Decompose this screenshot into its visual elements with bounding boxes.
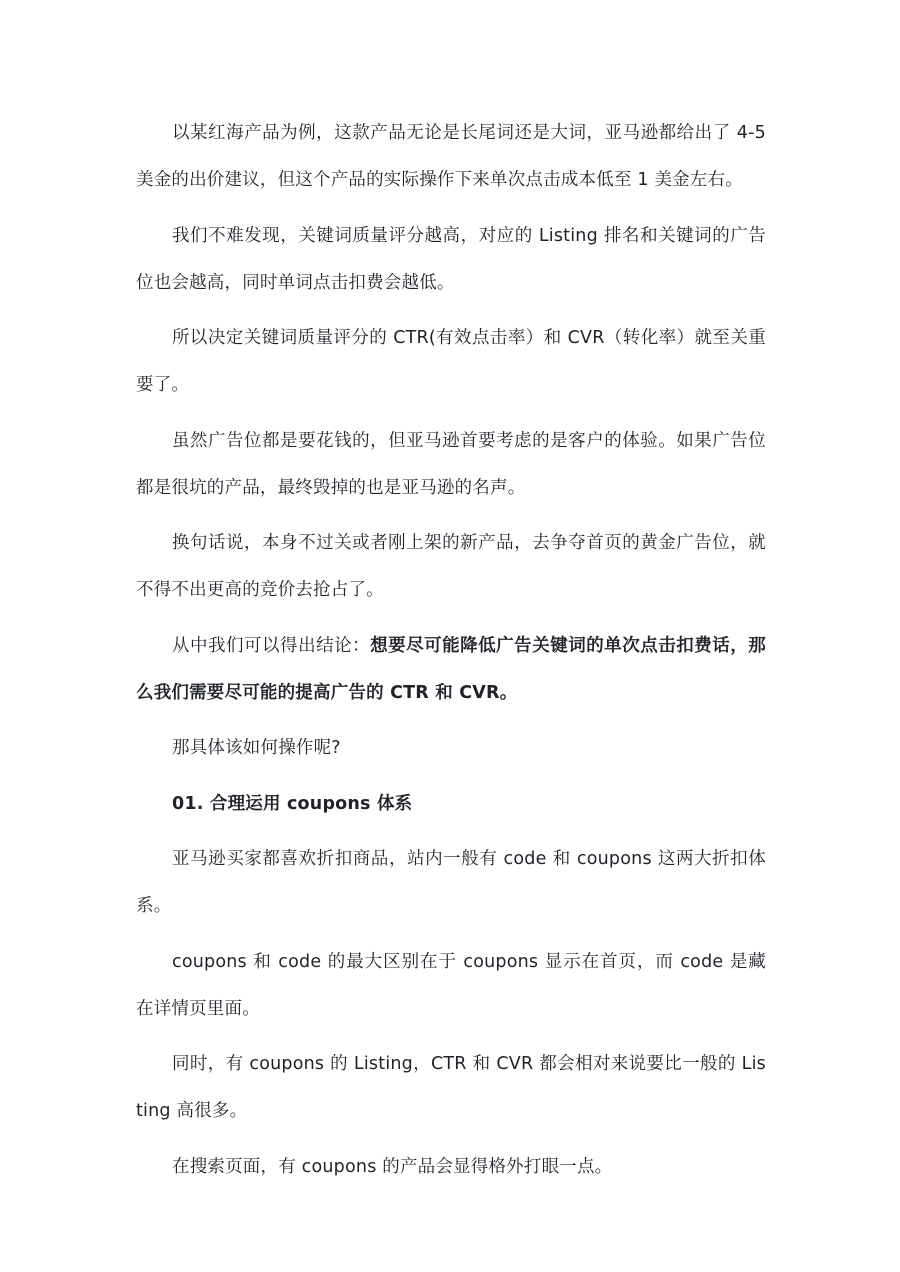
conclusion-prefix: 从中我们可以得出结论： (172, 635, 371, 656)
paragraph-conclusion (136, 623, 766, 717)
paragraph-new-products: 换句话说，本身不过关或者刚上架的新产品，去争夺首页的黄金广告位，就不得不出更高的竞价去抢占了。 (136, 533, 766, 600)
paragraph-quality-score: 我们不难发现，关键词质量评分越高，对应的 Listing 排名和关键词的广告位也会越高，同时单词点击扣费会越低。 (136, 225, 766, 293)
paragraph-how-to: 那具体该如何操作呢? (172, 738, 341, 758)
paragraph-search-page: 在搜索页面，有 coupons 的产品会显得格外打眼一点。 (172, 1156, 613, 1177)
paragraph-bid-example: 以某红海产品为例，这款产品无论是长尾词还是大词，亚马逊都给出了 4-5 美金的出价建议，但这个产品的实际操作下来单次点击成本低至 1 美金左右。 (136, 123, 766, 190)
paragraph-customer-experience: 虽然广告位都是要花钱的，但亚马逊首要考虑的是客户的体验。如果广告位都是很坑的产品，最终毁掉的也是亚马逊的名声。 (136, 430, 766, 498)
paragraph-coupons-ctr: 同时，有 coupons 的 Listing，CTR 和 CVR 都会相对来说要比一般的 Listing 高很多。 (136, 1054, 766, 1121)
section-heading-coupons: 01. 合理运用 coupons 体系 (172, 793, 413, 814)
paragraph-ctr-cvr: 所以决定关键词质量评分的 CTR(有效点击率）和 CVR（转化率）就至关重要了。 (136, 328, 766, 395)
document-body (136, 110, 766, 1199)
conclusion-bold-text: 想要尽可能降低广告关键词的单次点击扣费话，那么我们需要尽可能的提高广告的 CTR 和 CVR。 (136, 635, 766, 703)
paragraph-discount-systems: 亚马逊买家都喜欢折扣商品，站内一般有 code 和 coupons 这两大折扣体系。 (136, 849, 766, 916)
paragraph-coupons-vs-code: coupons 和 code 的最大区别在于 coupons 显示在首页，而 code 是藏在详情页里面。 (136, 951, 766, 1019)
